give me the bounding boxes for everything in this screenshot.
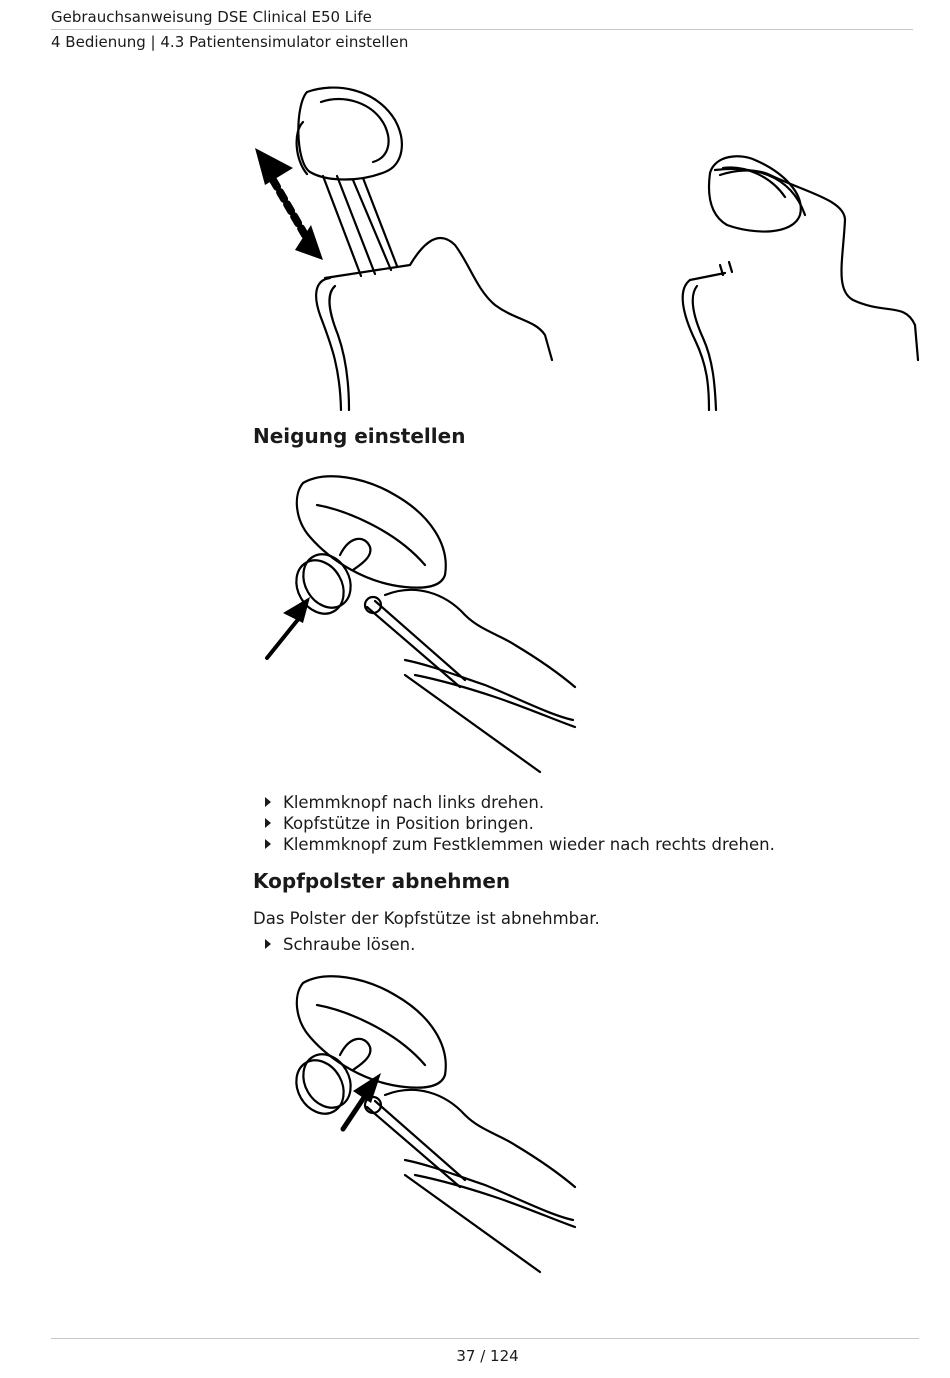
bullet-arrow-icon [265, 939, 271, 949]
headrest-height-illustration [245, 80, 935, 415]
section-heading-tilt: Neigung einstellen [253, 424, 466, 448]
footer-divider [51, 1338, 919, 1339]
list-item: Kopfstütze in Position bringen. [265, 813, 775, 834]
section-heading-pad: Kopfpolster abnehmen [253, 869, 511, 893]
page-number: 37 / 124 [456, 1347, 519, 1365]
pad-intro-text: Das Polster der Kopfstütze ist abnehmbar. [253, 909, 600, 928]
breadcrumb: 4 Bedienung | 4.3 Patientensimulator einstellen [51, 33, 409, 51]
list-item: Klemmknopf nach links drehen. [265, 792, 775, 813]
pad-steps-list [265, 934, 415, 955]
bullet-arrow-icon [265, 839, 271, 849]
document-title: Gebrauchsanweisung DSE Clinical E50 Life [51, 8, 372, 26]
tilt-steps-list [265, 792, 775, 855]
pad-removal-illustration [255, 965, 585, 1280]
header-divider [51, 29, 913, 30]
list-item: Klemmknopf zum Festklemmen wieder nach rechts drehen. [265, 834, 775, 855]
bullet-arrow-icon [265, 797, 271, 807]
tilt-adjustment-illustration [255, 465, 585, 780]
bullet-arrow-icon [265, 818, 271, 828]
list-item: Schraube lösen. [265, 934, 415, 955]
